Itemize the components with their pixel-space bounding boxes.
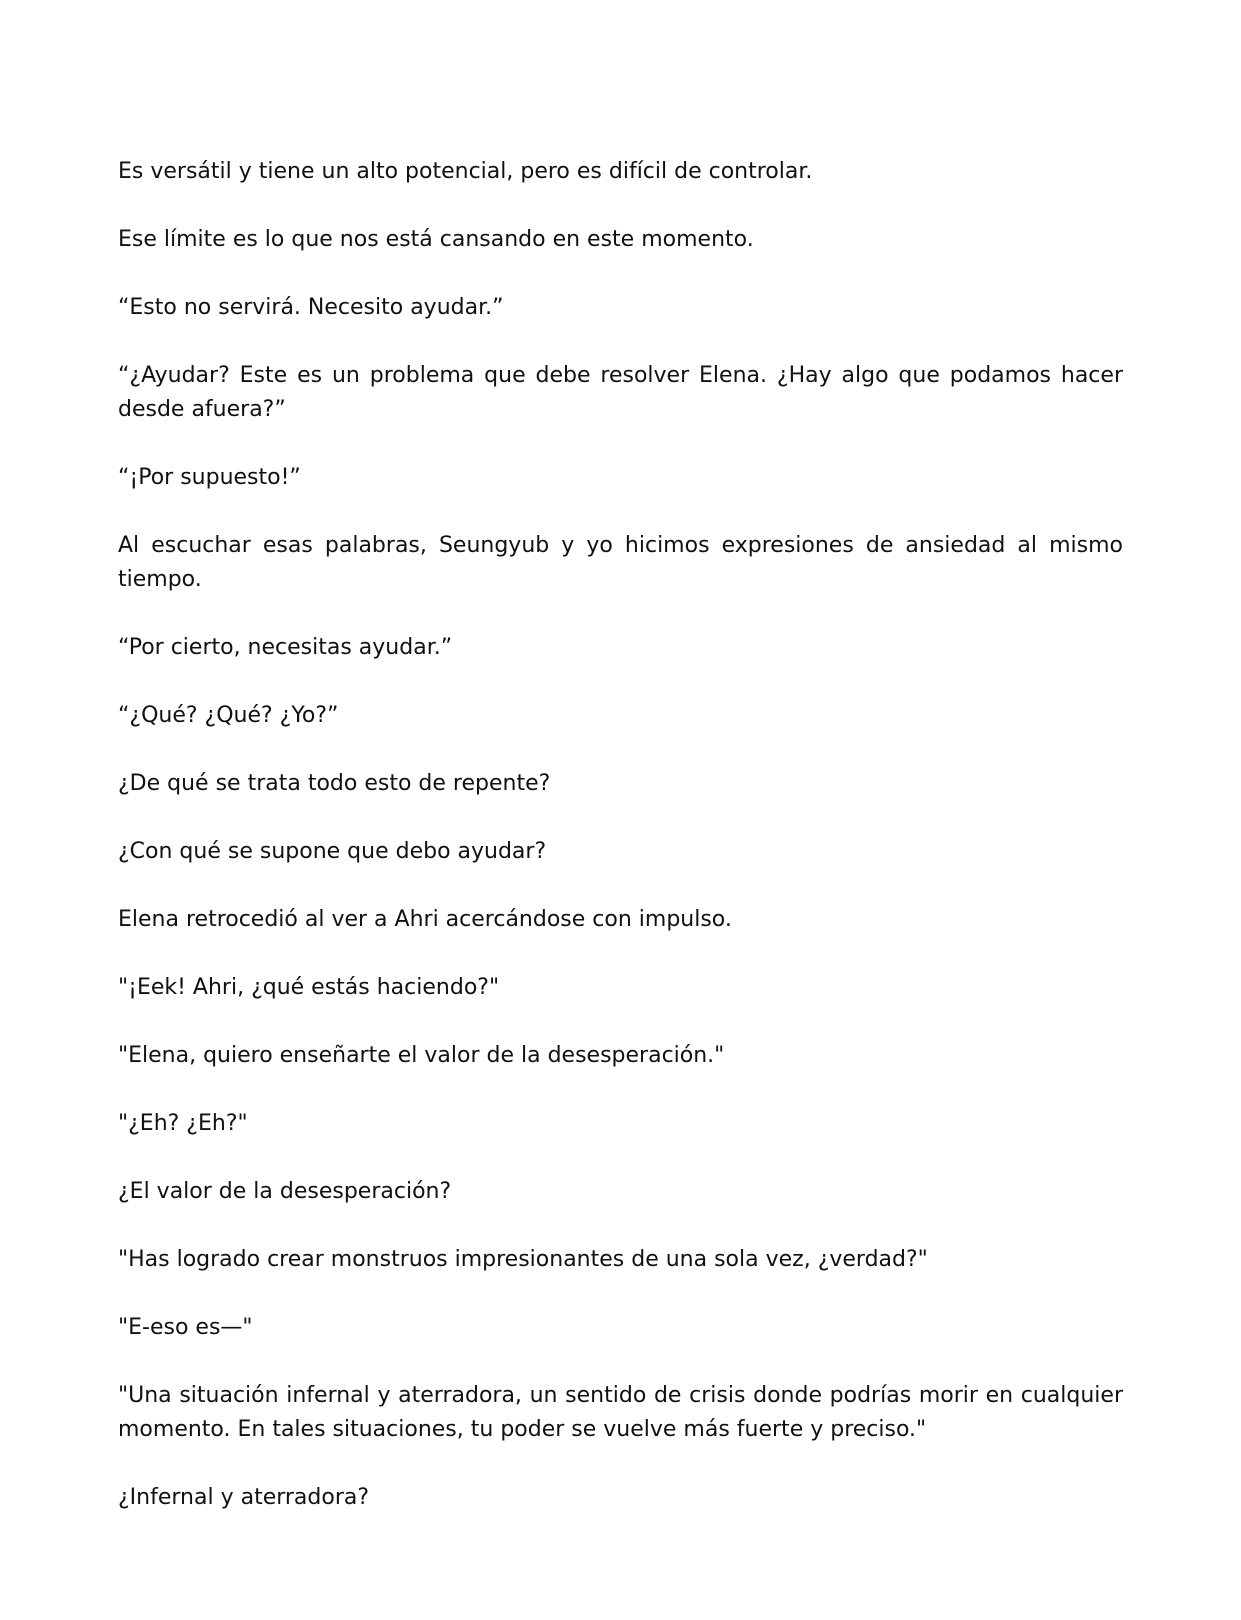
paragraph: "Una situación infernal y aterradora, un sentido de crisis donde podrías morir en cualquier momento. En tales situaciones, tu poder se vuelve más fuerte y preciso." xyxy=(118,1383,1123,1442)
paragraph: “¡Por supuesto!” xyxy=(118,465,301,490)
paragraph: Ese límite es lo que nos está cansando en este momento. xyxy=(118,227,754,252)
paragraph: ¿De qué se trata todo esto de repente? xyxy=(118,771,551,796)
paragraph: "Elena, quiero enseñarte el valor de la desesperación." xyxy=(118,1043,725,1068)
paragraph: ¿El valor de la desesperación? xyxy=(118,1179,452,1204)
paragraph: "¡Eek! Ahri, ¿qué estás haciendo?" xyxy=(118,975,500,1000)
paragraph: "E-eso es—" xyxy=(118,1315,253,1340)
paragraph: “¿Qué? ¿Qué? ¿Yo?” xyxy=(118,703,339,728)
paragraph: ¿Infernal y aterradora? xyxy=(118,1485,370,1510)
paragraph: Elena retrocedió al ver a Ahri acercándose con impulso. xyxy=(118,907,732,932)
paragraph: "Has logrado crear monstruos impresionantes de una sola vez, ¿verdad?" xyxy=(118,1247,928,1272)
paragraph: Es versátil y tiene un alto potencial, pero es difícil de controlar. xyxy=(118,159,813,184)
document-body xyxy=(118,155,1123,1549)
paragraph: ¿Con qué se supone que debo ayudar? xyxy=(118,839,547,864)
paragraph: “Por cierto, necesitas ayudar.” xyxy=(118,635,453,660)
paragraph: "¿Eh? ¿Eh?" xyxy=(118,1111,248,1136)
paragraph: Al escuchar esas palabras, Seungyub y yo hicimos expresiones de ansiedad al mismo tiempo. xyxy=(118,533,1123,592)
paragraph: “Esto no servirá. Necesito ayudar.” xyxy=(118,295,504,320)
paragraph: “¿Ayudar? Este es un problema que debe resolver Elena. ¿Hay algo que podamos hacer desde afuera?” xyxy=(118,363,1123,422)
